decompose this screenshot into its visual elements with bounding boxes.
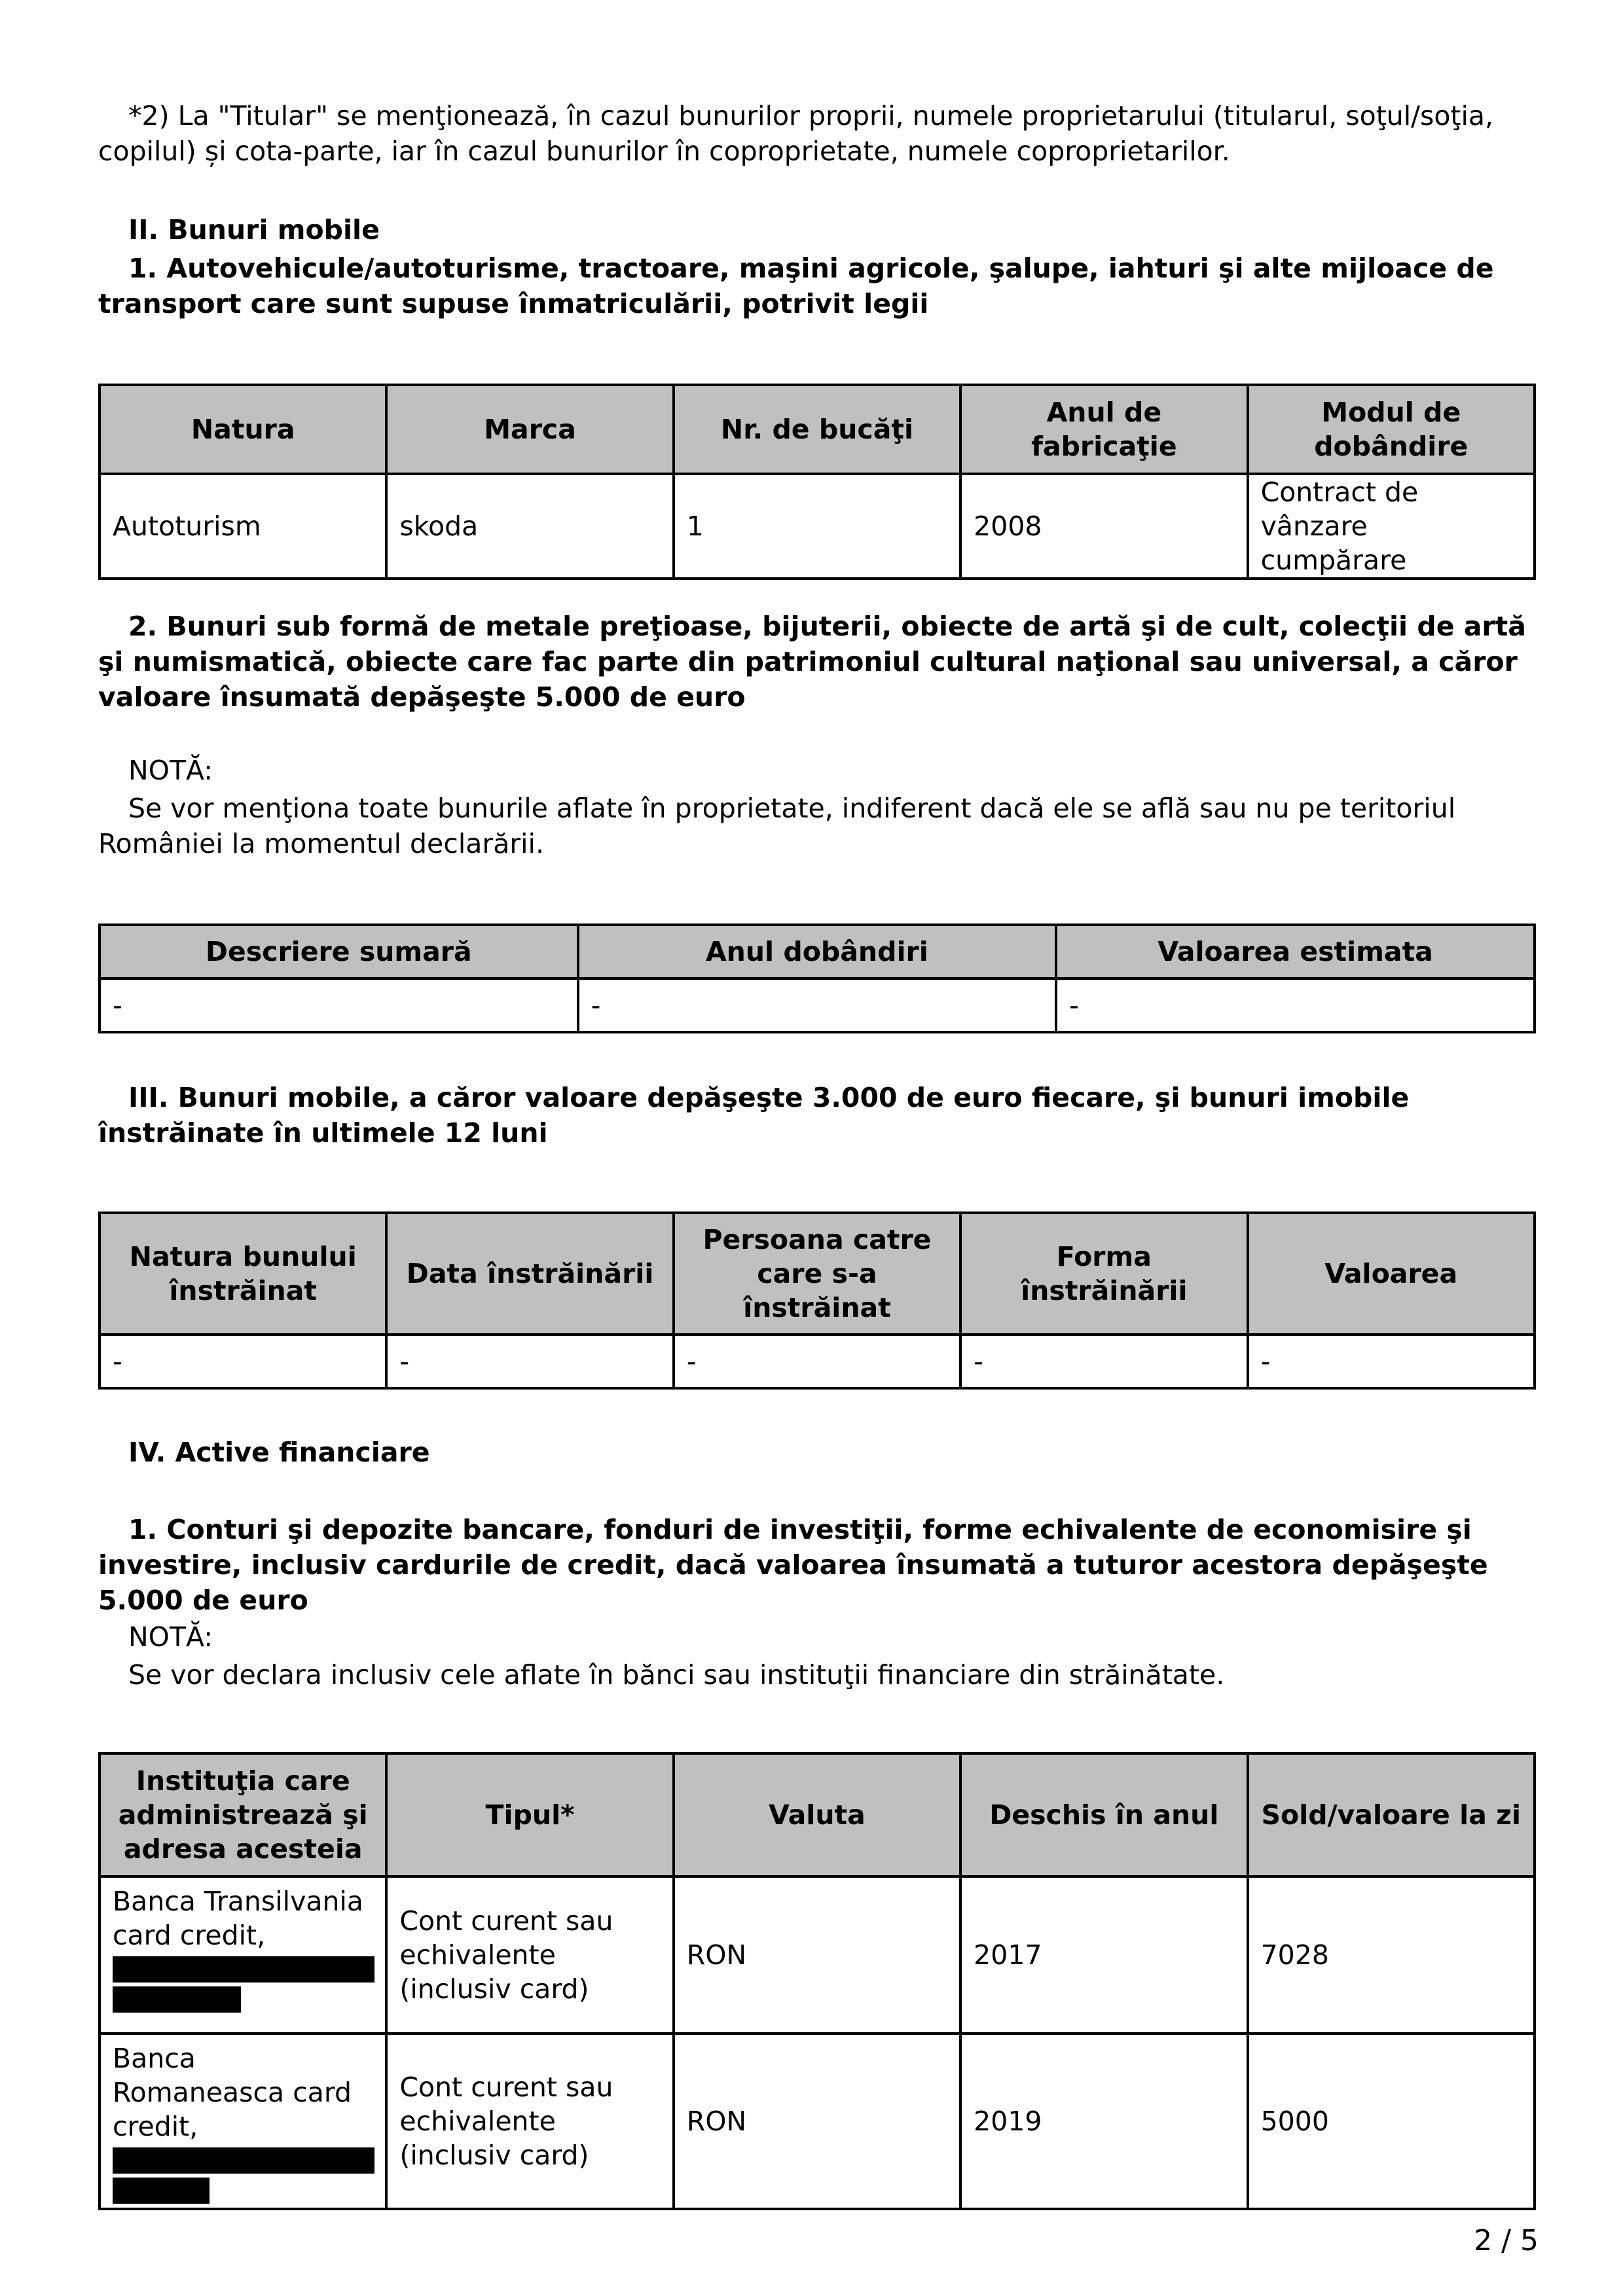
cell-deschis-anul: 2017 bbox=[960, 1876, 1247, 2034]
col-descriere: Descriere sumară bbox=[100, 925, 578, 978]
section-2-1-title: 1. Autovehicule/autoturisme, tractoare, maşini agricole, şalupe, iahturi şi alte mijloace de transport care sunt supuse înmatriculării, potrivit legii bbox=[98, 253, 1494, 319]
table-header-row bbox=[100, 1753, 1535, 1876]
col-valuta: Valuta bbox=[674, 1753, 960, 1876]
cell-persoana: - bbox=[674, 1335, 960, 1388]
cell-forma-instrainarii: - bbox=[960, 1335, 1247, 1388]
cell-valoarea-estimata: - bbox=[1056, 978, 1535, 1032]
cell-valuta: RON bbox=[674, 2034, 960, 2209]
cell-institutia: Banca Transilvania card credit, bbox=[100, 1876, 386, 2034]
section-2-title: II. Bunuri mobile bbox=[128, 214, 380, 245]
cell-data-instrainarii: - bbox=[386, 1335, 673, 1388]
col-marca: Marca bbox=[386, 385, 673, 474]
cell-natura-bunului: - bbox=[100, 1335, 386, 1388]
col-natura: Natura bbox=[100, 385, 386, 474]
cell-nr-bucati: 1 bbox=[674, 474, 960, 579]
redacted-address bbox=[113, 2147, 374, 2174]
table-row bbox=[100, 474, 1535, 579]
redacted-address bbox=[113, 2178, 210, 2204]
valuables-table bbox=[98, 924, 1536, 1033]
col-anul-dobandiri: Anul dobândiri bbox=[578, 925, 1057, 978]
section-3-title: III. Bunuri mobile, a căror valoare depăşeşte 3.000 de euro fiecare, şi bunuri imobile înstrăinate în ultimele 12 luni bbox=[98, 1082, 1410, 1149]
col-forma-instrainarii: Forma înstrăinării bbox=[960, 1213, 1247, 1335]
cell-anul-dobandiri: - bbox=[578, 978, 1057, 1032]
section-4-1-title: 1. Conturi şi depozite bancare, fonduri de investiţii, forme echivalente de economisire şi investire, inclusiv cardurile de credit, dacă valoarea însumată a tuturor acestora depăşeşte 5.000 de euro bbox=[98, 1514, 1488, 1616]
col-institutia: Instituţia care administrează şi adresa acesteia bbox=[100, 1753, 386, 1876]
cell-modul-dobandire: Contract de vânzare cumpărare bbox=[1248, 474, 1535, 579]
cell-deschis-anul: 2019 bbox=[960, 2034, 1247, 2209]
note-text: Se vor menţiona toate bunurile aflate în proprietate, indiferent dacă ele se află sau nu pe teritoriul României la momentul declarării. bbox=[98, 793, 1456, 859]
cell-institutia: Banca Romaneasca card credit, bbox=[100, 2034, 386, 2209]
col-valoarea-estimata: Valoarea estimata bbox=[1056, 925, 1535, 978]
col-data-instrainarii: Data înstrăinării bbox=[386, 1213, 673, 1335]
cell-natura: Autoturism bbox=[100, 474, 386, 579]
col-natura-bunului: Natura bunului înstrăinat bbox=[100, 1213, 386, 1335]
col-persoana: Persoana catre care s-a înstrăinat bbox=[674, 1213, 960, 1335]
col-deschis-anul: Deschis în anul bbox=[960, 1753, 1247, 1876]
redacted-address bbox=[113, 1986, 241, 2013]
col-tipul: Tipul* bbox=[386, 1753, 673, 1876]
vehicles-table bbox=[98, 384, 1536, 580]
table-header-row bbox=[100, 1213, 1535, 1335]
table-row bbox=[100, 1335, 1535, 1388]
col-nr-bucati: Nr. de bucăţi bbox=[674, 385, 960, 474]
table-row bbox=[100, 978, 1535, 1032]
table-row bbox=[100, 2034, 1535, 2209]
cell-sold: 7028 bbox=[1248, 1876, 1535, 2034]
bank-accounts-table bbox=[98, 1752, 1536, 2210]
footnote-titular: *2) La "Titular" se menţionează, în cazul bunurilor proprii, numele proprietarului (titularul, soţul/soţia, copilul) și cota-parte, iar în cazul bunurilor în coproprietate, numele coproprietarilor. bbox=[98, 100, 1494, 167]
col-sold: Sold/valoare la zi bbox=[1248, 1753, 1535, 1876]
cell-tipul: Cont curent sau echivalente (inclusiv card) bbox=[386, 2034, 673, 2209]
cell-anul-fabricatie: 2008 bbox=[960, 474, 1247, 579]
cell-sold: 5000 bbox=[1248, 2034, 1535, 2209]
col-valoarea: Valoarea bbox=[1248, 1213, 1535, 1335]
table-header-row bbox=[100, 385, 1535, 474]
cell-marca: skoda bbox=[386, 474, 673, 579]
col-modul-dobandire: Modul de dobândire bbox=[1248, 385, 1535, 474]
cell-valoarea: - bbox=[1248, 1335, 1535, 1388]
table-header-row bbox=[100, 925, 1535, 978]
section-2-2-title: 2. Bunuri sub formă de metale preţioase, bijuterii, obiecte de artă şi de cult, colecţii de artă şi numismatică, obiecte care fac parte din patrimoniul cultural naţional sau universal, a căror valoare însumată depăşeşte 5.000 de euro bbox=[98, 611, 1526, 713]
redacted-address bbox=[113, 1956, 374, 1982]
note-label: NOTĂ: bbox=[128, 755, 213, 786]
section-4-title: IV. Active financiare bbox=[128, 1437, 430, 1468]
cell-tipul: Cont curent sau echivalente (inclusiv card) bbox=[386, 1876, 673, 2034]
cell-descriere: - bbox=[100, 978, 578, 1032]
cell-valuta: RON bbox=[674, 1876, 960, 2034]
note-label: NOTĂ: bbox=[128, 1621, 213, 1653]
alienated-goods-table bbox=[98, 1211, 1536, 1390]
col-anul-fabricatie: Anul de fabricaţie bbox=[960, 385, 1247, 474]
note-text: Se vor declara inclusiv cele aflate în bănci sau instituţii financiare din străinătate. bbox=[128, 1659, 1225, 1691]
table-row bbox=[100, 1876, 1535, 2034]
page-number: 2 / 5 bbox=[1474, 2224, 1539, 2257]
